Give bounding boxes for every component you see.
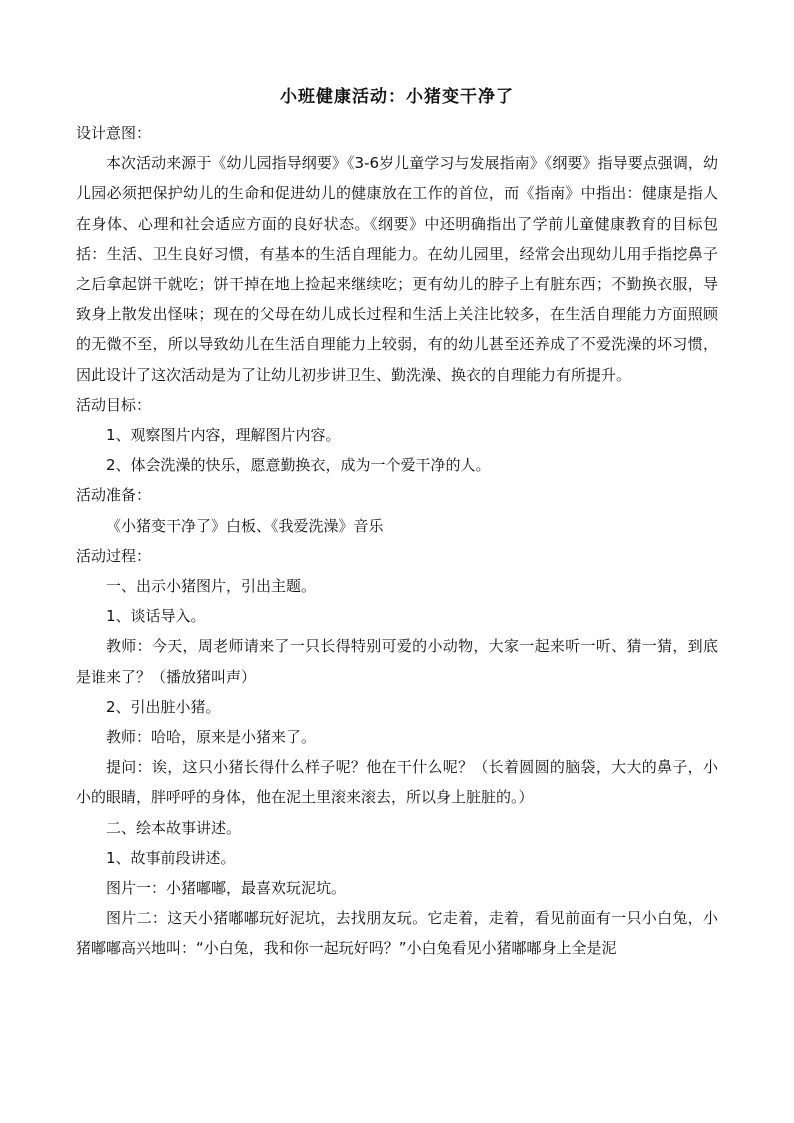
- paragraph: 本次活动来源于《幼儿园指导纲要》《3-6岁儿童学习与发展指南》《纲要》指导要点强调，幼儿园必须把保护幼儿的生命和促进幼儿的健康放在工作的首位，而《指南》中指出：健康是指人在身体、心理和社会适应方面的良好状态。《纲要》中还明确指出了学前儿童健康教育的目标包括：生活、卫生良好习惯，有基本的生活自理能力。在幼儿园里，经常会出现幼儿用手指挖鼻子之后拿起饼干就吃；饼干掉在地上捡起来继续吃；更有幼儿的脖子上有脏东西；不勤换衣服，导致身上散发出怪味；现在的父母在幼儿成长过程和生活上关注比较多，在生活自理能力方面照顾的无微不至，所以导致幼儿在生活自理能力上较弱，有的幼儿甚至还养成了不爱洗澡的坏习惯，因此设计了这次活动是为了让幼儿初步讲卫生、勤洗澡、换衣的自理能力有所提升。: [76, 154, 718, 384]
- paragraph: 1、观察图片内容，理解图片内容。: [106, 426, 341, 445]
- paragraph: 图片一：小猪嘟嘟，最喜欢玩泥坑。: [106, 879, 347, 898]
- section-heading: 活动目标：: [76, 395, 152, 414]
- paragraph: 图片二：这天小猪嘟嘟玩好泥坑，去找朋友玩。它走着，走着，看见前面有一只小白兔，小猪嘟嘟高兴地叫：“小白兔，我和你一起玩好吗？”小白兔看见小猪嘟嘟身上全是泥: [76, 909, 718, 958]
- document-body: [76, 118, 718, 964]
- paragraph: 1、谈话导入。: [106, 607, 206, 626]
- section-heading: 设计意图：: [76, 124, 152, 142]
- document-title: 小班健康活动：小猪变干净了: [280, 87, 514, 107]
- paragraph: 提问：诶，这只小猪长得什么样子呢？他在干什么呢？（长着圆圆的脑袋，大大的鼻子，小小的眼睛，胖呼呼的身体，他在泥土里滚来滚去，所以身上脏脏的。）: [76, 758, 718, 807]
- paragraph: 二、绘本故事讲述。: [106, 818, 242, 837]
- paragraph: 2、引出脏小猪。: [106, 697, 221, 716]
- section-heading: 活动准备：: [76, 486, 152, 505]
- paragraph: 一、出示小猪图片，引出主题。: [106, 577, 317, 596]
- document-page: [76, 86, 718, 964]
- section-heading: 活动过程：: [76, 546, 152, 565]
- paragraph: 《小猪变干净了》白板、《我爱洗澡》音乐: [106, 516, 384, 535]
- paragraph: 教师：今天，周老师请来了一只长得特别可爱的小动物，大家一起来听一听、猜一猜，到底是谁来了？（播放猪叫声）: [76, 637, 718, 686]
- paragraph: 1、故事前段讲述。: [106, 848, 236, 867]
- paragraph: 2、体会洗澡的快乐，愿意勤换衣，成为一个爱干净的人。: [106, 456, 491, 475]
- paragraph: 教师：哈哈，原来是小猪来了。: [106, 728, 317, 747]
